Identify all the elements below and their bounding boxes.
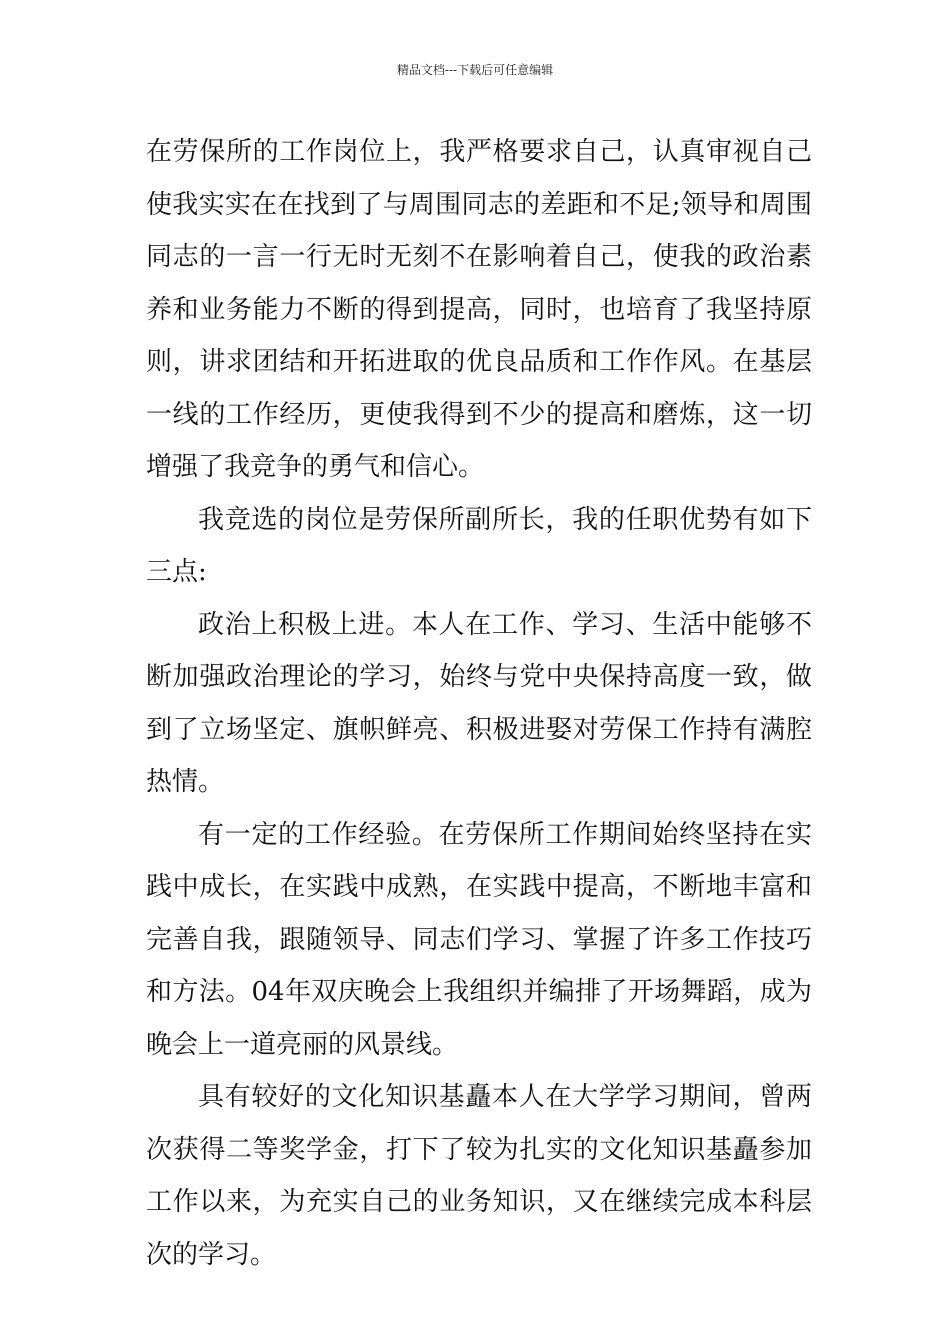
text-line: 晚会上一道亮丽的风景线。 <box>146 1029 459 1060</box>
text-line: 在劳保所的工作岗位上，我严格要求自己，认真审视自己 <box>146 137 812 167</box>
document-body <box>146 126 812 1281</box>
text-line: 次的学习。 <box>146 1239 277 1270</box>
text-line: 和方法。04年双庆晚会上我组织并编排了开场舞蹈，成为 <box>146 977 812 1007</box>
text-line: 完善自我，跟随领导、同志们学习、掌握了许多工作技巧 <box>146 924 812 955</box>
text-line: 具有较好的文化知识基矗本人在大学学习期间，曾两 <box>198 1082 812 1112</box>
paragraph-2 <box>146 494 812 599</box>
text-line: 增强了我竞争的勇气和信心。 <box>146 452 485 482</box>
text-line: 践中成长，在实践中成熟，在实践中提高，不断地丰富和 <box>146 872 812 902</box>
text-line: 政治上积极上进。本人在工作、学习、生活中能够不 <box>198 609 812 640</box>
paragraph-5 <box>146 1071 812 1281</box>
text-line: 有一定的工作经验。在劳保所工作期间始终坚持在实 <box>198 819 812 850</box>
text-line: 一线的工作经历，更使我得到不少的提高和磨炼，这一切 <box>146 399 812 430</box>
text-line: 工作以来，为充实自己的业务知识，又在继续完成本科层 <box>146 1187 812 1217</box>
text-line: 热情。 <box>146 767 225 797</box>
page-header: 精品文档---下载后可任意编辑 <box>396 63 554 77</box>
text-line: 使我实实在在找到了与周围同志的差距和不足;领导和周围 <box>146 189 812 220</box>
paragraph-4 <box>146 809 812 1072</box>
text-line: 次获得二等奖学金，打下了较为扎实的文化知识基矗参加 <box>146 1134 812 1165</box>
text-line: 断加强政治理论的学习，始终与党中央保持高度一致，做 <box>146 662 812 692</box>
text-line: 三点: <box>146 557 207 587</box>
paragraph-3 <box>146 599 812 809</box>
text-line: 养和业务能力不断的得到提高，同时，也培育了我坚持原 <box>146 294 812 325</box>
text-line: 同志的一言一行无时无刻不在影响着自己，使我的政治素 <box>146 242 812 272</box>
text-line: 到了立场坚定、旗帜鲜亮、积极进娶对劳保工作持有满腔 <box>146 714 812 745</box>
paragraph-1 <box>146 126 812 494</box>
text-line: 我竞选的岗位是劳保所副所长，我的任职优势有如下 <box>198 504 812 535</box>
text-line: 则，讲求团结和开拓进取的优良品质和工作作风。在基层 <box>146 347 812 377</box>
